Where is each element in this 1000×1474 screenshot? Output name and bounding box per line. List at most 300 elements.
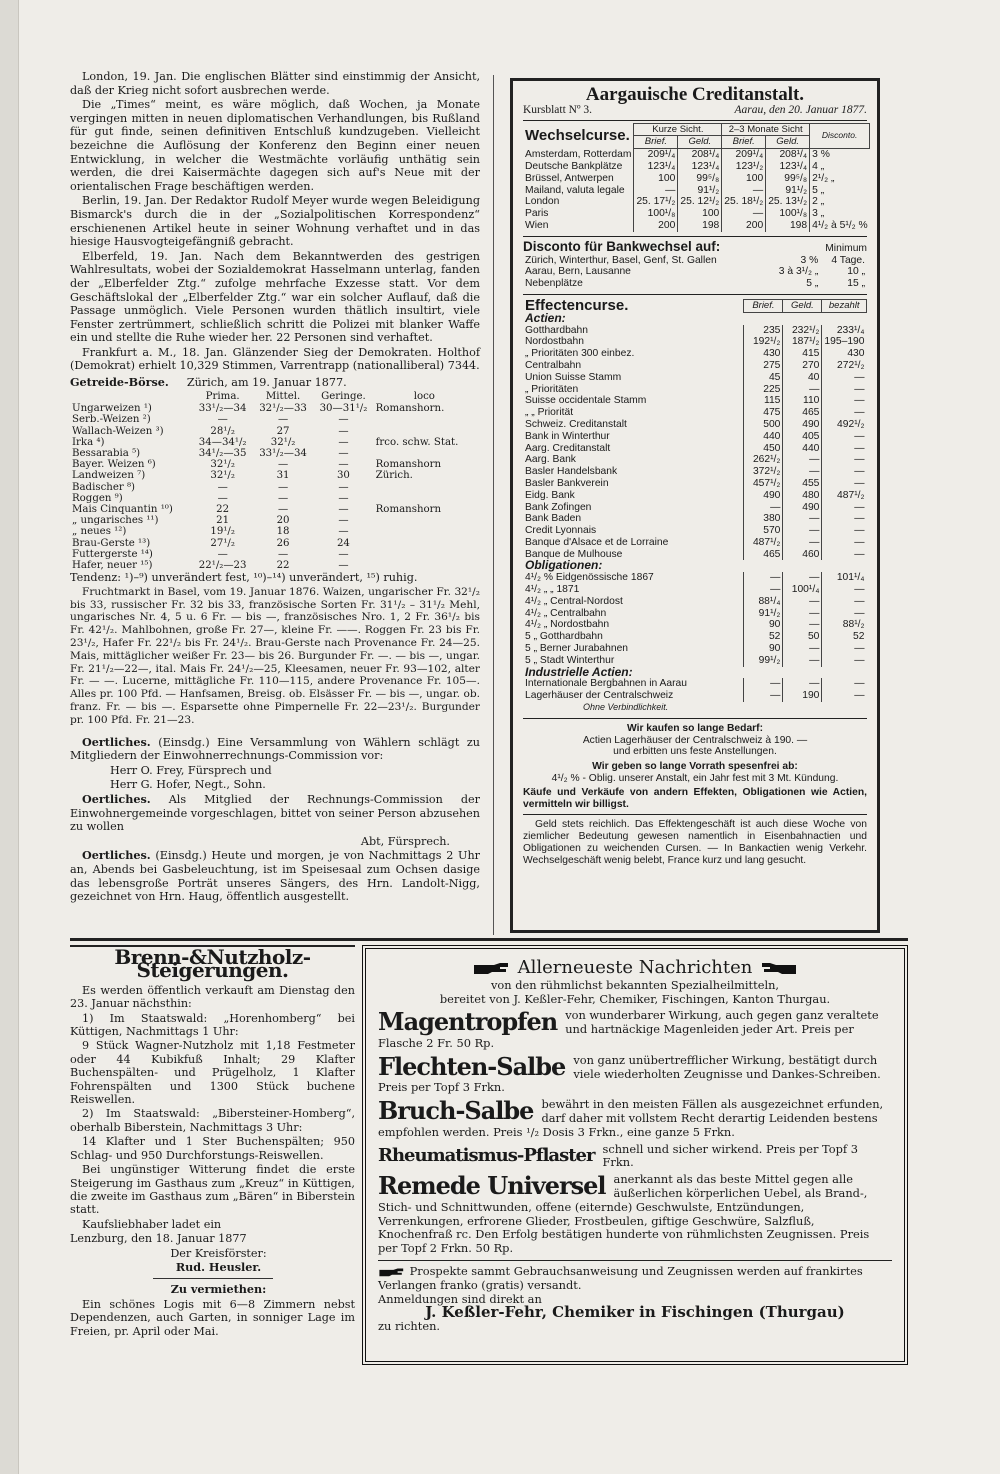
indus-row <box>523 678 867 690</box>
product-rheumatismus-pflaster: Rheumatismus-Pflaster schnell und sicher wirkend. Preis per Topf 3 Frkn. <box>378 1142 858 1170</box>
oblig-row <box>523 619 867 631</box>
wechsel-row <box>523 220 870 232</box>
grain-heading: Getreide-Börse. <box>70 375 169 390</box>
wechsel-row-cell: 208¹/₄ <box>766 149 810 161</box>
product-bruch-salbe: Bruch-Salbe bewährt in den meisten Fällen als ausgezeichnet erfunden, darf daher mit vollstem Recht derartig Leidenden bestens empfohlen werden. Preis ¹/₂ Dosis 3 Frkn., eine ganze 5 Frkn. <box>378 1098 884 1139</box>
grain-row-cell: frco. schw. Stat. <box>375 436 459 448</box>
wechsel-row-cell: 198 <box>766 220 810 232</box>
grain-row-cell: — <box>338 481 349 493</box>
aktien-row-cell: 455 <box>783 478 822 490</box>
kaufen-line-1: Actien Lagerhäuser der Centralschweiz à 190. — <box>582 734 808 746</box>
wechsel-row <box>523 173 870 185</box>
aktien-row <box>523 478 867 490</box>
grain-row-cell: „ neues ¹²) <box>72 526 127 538</box>
oblig-row-cell: — <box>822 596 867 608</box>
oertliches-1: Oertliches. (Einsdg.) Eine Versammlung von Wählern schlägt zu Mitgliedern der Einwohnerrechnungs-Commission vor: <box>70 734 480 763</box>
aktien-row-cell: 110 <box>783 395 822 407</box>
brennholz-item-2b: 14 Klafter und 1 Ster Buchenspälten; 950 Schlag- und 950 Durchforstungs-Reiswellen. <box>70 1135 355 1162</box>
wechsel-row <box>523 185 870 197</box>
wechsel-row-cell: 200 <box>634 220 678 232</box>
grain-row-cell: 21 <box>216 515 230 527</box>
aktien-row-cell: Banque de Mulhouse <box>525 548 623 560</box>
brennholz-item-2: 2) Im Staatswald: „Bibersteiner-Homberg“, oberhalb Biberstein, Nachmittags 3 Uhr: <box>70 1107 355 1134</box>
wechsel-row-cell: 3 „ <box>810 208 870 220</box>
wechsel-row-cell: 100 <box>678 208 722 220</box>
col-monate-sicht: 2–3 Monate Sicht <box>722 123 810 136</box>
aktien-row-cell: — <box>822 466 867 478</box>
aktien-row <box>523 325 867 337</box>
oblig-row-cell: — <box>783 655 822 667</box>
sub-brief-1: Brief. <box>634 136 678 149</box>
grain-row-cell: 33¹/₂—34 <box>198 403 247 415</box>
col-brief: Brief. <box>744 299 783 312</box>
brennholz-title: Brenn-&Nutzholz-Steigerungen. <box>70 945 355 978</box>
wechsel-row-cell: 100¹/₈ <box>766 208 810 220</box>
kursblatt-date: Aarau, den 20. Januar 1877. <box>734 103 867 116</box>
aktien-row-cell: 195–190 <box>822 336 867 348</box>
wechsel-row-cell: 25. 13¹/₂ <box>766 196 810 208</box>
aktien-row <box>523 502 867 514</box>
news-london-2: Die „Times“ meint, es wäre möglich, daß Wochen, ja Monate vergingen mitten in neuen diplomatischen Verhandlungen, bis Rußland für gut finde, seinen definitiven Entschluß kundzugeben. Vielleicht bezeichne die Auflösung der Konferenz den Beginn einer neuen Entwicklung, in welcher die Westmächte vorläufig unthätig sein werden, die drei Kaisermächte dagegen sich auf's Neue mit der orientalischen Frage beschäftigen werden. <box>70 98 480 193</box>
oblig-row-cell: — <box>822 584 867 596</box>
aktien-row <box>523 384 867 396</box>
aktien-row-cell: 233¹/₄ <box>822 325 867 337</box>
grain-row-cell: Zürich. <box>375 470 413 482</box>
grain-row-cell: — <box>338 548 349 560</box>
grain-row-cell: Serb.-Weizen ²) <box>72 414 151 426</box>
oblig-row-cell: 91¹/₂ <box>744 608 783 620</box>
grain-row-cell: 27¹/₂ <box>210 537 235 549</box>
disconto-row-cell: Zürich, Winterthur, Basel, Genf, St. Gallen <box>525 254 717 266</box>
aktien-row-cell: Bank Zofingen <box>525 501 592 513</box>
aktien-row <box>523 466 867 478</box>
product-magentropfen: Magentropfen von wunderbarer Wirkung, auch gegen ganz veraltete und hartnäckige Magenleiden jeder Art. Preis per Flasche 2 Fr. 50 Rp. <box>378 1009 879 1050</box>
grain-row-cell: Badischer ⁸) <box>72 481 136 493</box>
news-elberfeld: Elberfeld, 19. Jan. Nach dem Bekanntwerden des gestrigen Wahlresultats, wobei der Sozialdemokrat Hasselmann unterlag, fanden der „Elberfelder Ztg.“ zufolge mehrfache Exzesse statt. Vor dem Geschäftslokal der „Elberfelder Ztg.“ war ein solcher Auflauf, daß die Passage unmöglich. Viele Personen wurden thätlich insultirt, viele Fenster zertrümmert, schließlich schritt die Polizei mit blanker Waffe ein und stellte die Ruhe wieder her. 22 Personen sind verhaftet. <box>70 249 480 345</box>
grain-row <box>70 426 475 437</box>
grain-row-cell: — <box>277 414 289 426</box>
aktien-row <box>523 360 867 372</box>
wechsel-row-cell: — <box>722 208 766 220</box>
wechsel-row-cell: 25. 18¹/₂ <box>722 196 766 208</box>
col-bezahlt: bezahlt <box>822 299 867 312</box>
grain-row-cell: — <box>277 459 289 471</box>
grain-row <box>70 504 475 515</box>
grain-row-cell: 30—31¹/₂ <box>319 403 368 415</box>
grain-row-cell: 20 <box>276 515 290 527</box>
oertliches-3: Oertliches. (Einsdg.) Heute und morgen, je von Nachmittags 2 Uhr an, Abends bei Gasbeleuchtung, ist im Speisesaal zum Ochsen dasige das lebensgroße Porträt unseres Sängers, des Hrn. Landolt-Nigg, gezeichnet von Hrn. Haug, öffentlich ausgestellt. <box>70 848 481 904</box>
pointing-hand-left-icon <box>758 962 798 974</box>
grain-row-cell <box>374 426 475 437</box>
column-divider <box>493 75 494 935</box>
grain-row-cell: — <box>338 560 349 572</box>
grain-exchange <box>70 376 480 585</box>
brennholz-invite: Kaufsliebhaber ladet ein <box>82 1217 222 1231</box>
aktien-row-cell: 487¹/₂ <box>822 490 867 502</box>
aktien-row-cell: 430 <box>744 348 783 360</box>
grain-tendenz: Tendenz: ¹)–⁹) unverändert fest, ¹⁰)–¹⁴) unverändert, ¹⁵) ruhig. <box>70 571 418 585</box>
wechsel-row-cell: 91¹/₂ <box>678 185 722 197</box>
aktien-row-cell: 490 <box>783 419 822 431</box>
news-frankfurt: Frankfurt a. M., 18. Jan. Glänzender Sieg der Demokraten. Holthof (Demokrat) erhielt 10,329 Stimmen, Varrentrapp (nationalliberal) 7344. <box>70 345 480 373</box>
oblig-row-cell: 52 <box>822 631 867 643</box>
grain-row-cell: Ungarweizen ¹) <box>72 403 152 415</box>
grain-row-cell: — <box>277 504 289 516</box>
oblig-row-cell: — <box>744 572 783 584</box>
wechsel-row-cell: 123¹/₄ <box>678 161 722 173</box>
grain-row-cell: — <box>338 436 349 448</box>
aktien-row-cell: 187¹/₂ <box>783 336 822 348</box>
oblig-row-cell: 4¹/₂ „ Centralbahn <box>525 607 607 619</box>
wechsel-row-cell: 5 „ <box>810 185 870 197</box>
wechsel-row-cell: 4 „ <box>810 161 870 173</box>
wechsel-row-cell: 100 <box>634 173 678 185</box>
oblig-row-cell: — <box>744 584 783 596</box>
aktien-row-cell: 460 <box>783 549 822 561</box>
indus-row-cell: — <box>822 678 867 690</box>
news-berlin: Berlin, 19. Jan. Der Redaktor Rudolf Meyer wurde wegen Beleidigung Bismarck's durch die in der „Sozialpolitischen Korrespondenz“ erschienenen Artikel heute in seiner Wohnung verhaftet und in das hiesige Hausvogteigefängniß gebracht. <box>70 194 480 249</box>
grain-row-cell: Mais Cinquantin ¹⁰) <box>72 504 173 516</box>
grain-row-cell: 22 <box>216 504 230 516</box>
brennholz-notice <box>70 945 355 1339</box>
oblig-row <box>523 596 867 608</box>
oertliches-1-name-1: Herr O. Frey, Fürsprech und <box>110 763 272 777</box>
wechsel-row-cell: 99⁵/₈ <box>766 173 810 185</box>
indus-row-cell: — <box>783 678 822 690</box>
aktien-row-cell: 40 <box>783 372 822 384</box>
indus-row-cell: Lagerhäuser der Centralschweiz <box>525 690 674 702</box>
wechsel-row-cell: — <box>722 185 766 197</box>
oblig-row <box>523 608 867 620</box>
aktien-row <box>523 490 867 502</box>
aktien-row-cell: 487¹/₂ <box>744 537 783 549</box>
aktien-row-cell: Suisse occidentale Stamm <box>525 395 647 407</box>
oblig-row-cell: 4¹/₂ „ Central-Nordost <box>525 595 623 607</box>
grain-row-cell: Hafer, neuer ¹⁵) <box>72 560 153 572</box>
indus-row-cell: 190 <box>783 690 822 702</box>
grain-row-cell: — <box>217 492 228 504</box>
grain-row-cell <box>374 526 475 537</box>
aktien-row <box>523 372 867 384</box>
grain-row-cell <box>374 482 475 493</box>
grain-row-cell: 27 <box>276 425 290 437</box>
aktien-row <box>523 454 867 466</box>
effecten-title: Effectencurse. <box>525 296 629 314</box>
kaufen-head: Wir kaufen so lange Bedarf: <box>626 722 764 734</box>
grain-row-cell: Irka ⁴) <box>72 436 105 448</box>
aktien-row <box>523 513 867 525</box>
oblig-row-cell: — <box>783 596 822 608</box>
grain-col-loco: loco <box>413 390 435 402</box>
grain-row-cell <box>374 448 475 459</box>
aktien-row-cell: 232¹/₂ <box>783 325 822 337</box>
disconto-row-cell: 3 à 3¹/₂ „ <box>778 266 819 278</box>
aktien-row-cell: 440 <box>783 443 822 455</box>
aktien-row-cell: 372¹/₂ <box>744 466 783 478</box>
brennholz-sig-title: Der Kreisförster: <box>170 1246 267 1260</box>
aktien-row-cell: 450 <box>744 443 783 455</box>
disconto-title: Disconto für Bankwechsel auf: <box>523 238 721 254</box>
aktien-row-cell: — <box>783 384 822 396</box>
aktien-row-cell: 405 <box>783 431 822 443</box>
aktien-row-cell: 475 <box>744 407 783 419</box>
disconto-row-cell: 10 „ <box>847 266 865 278</box>
wechsel-row-cell: 123¹/₂ <box>722 161 766 173</box>
aktien-row-cell: 275 <box>744 360 783 372</box>
effecten-table <box>523 296 867 702</box>
aktien-row-cell: 270 <box>783 360 822 372</box>
product-remede-universel: Remede Universel anerkannt als das beste Mittel gegen alle äußerlichen körperlichen Uebel, als Brand-, Stich- und Schnittwunden, offene (eiternde) Geschwulste, Entzündungen, Verrenkungen, erfrorene Glieder, Frostbeulen, giftige Geschwüre, Salzfluß, Knochenfraß rc. Den Erfolg bestätigen hunderte von rühmlichsten Zeugnissen. Preis per Topf 2 Frkn. 50 Rp. <box>378 1173 870 1256</box>
pointing-hand-right-icon <box>378 1266 406 1278</box>
grain-row <box>70 526 475 537</box>
disconto-row-cell: 4 Tage. <box>831 254 865 266</box>
news-london-1: London, 19. Jan. Die englischen Blätter sind einstimmig der Ansicht, daß der Krieg nicht sofort ausbrechen werde. <box>70 70 480 97</box>
oblig-label: Obligationen: <box>525 558 603 573</box>
grain-row-cell: 32¹/₂ <box>270 436 296 448</box>
grain-row-cell: — <box>338 448 349 460</box>
aktien-row-cell: Nordostbahn <box>525 336 584 348</box>
grain-row-cell: — <box>338 425 349 437</box>
oblig-row-cell: 100¹/₄ <box>783 584 822 596</box>
oblig-row-cell: 50 <box>783 631 822 643</box>
kauf-verkauf: Käufe und Verkäufe von andern Effekten, Obligationen wie Actien, vermitteln wir billigst. <box>523 786 867 810</box>
grain-row-cell: — <box>217 414 228 426</box>
aktien-row-cell: — <box>783 513 822 525</box>
remedy-advertisement <box>362 945 908 1365</box>
aktien-row-cell: — <box>822 549 867 561</box>
wechsel-row <box>523 208 870 220</box>
aktien-row-cell: — <box>822 443 867 455</box>
aktien-row-cell: 192¹/₂ <box>744 336 783 348</box>
vermiethen-text: Ein schönes Logis mit 6—8 Zimmern nebst Dependenzen, auch Garten, in sonniger Lage im Freien, pr. April oder Mai. <box>70 1297 355 1338</box>
aktien-row-cell: — <box>822 395 867 407</box>
grain-col-mittel: Mittel. <box>265 390 301 402</box>
grain-row-cell: — <box>277 481 289 493</box>
grain-row-cell: 30 <box>336 470 350 482</box>
aktien-row-cell: Centralbahn <box>525 359 582 371</box>
aktien-row-cell: 115 <box>744 395 783 407</box>
oblig-row-cell: 90 <box>744 643 783 655</box>
grain-row-cell: Futtergerste ¹⁴) <box>72 548 153 560</box>
aktien-row-cell: Basler Handelsbank <box>525 466 618 478</box>
aktien-row <box>523 348 867 360</box>
oblig-row <box>523 572 867 584</box>
col-geld: Geld. <box>783 299 822 312</box>
wechsel-row-cell: 123¹/₄ <box>766 161 810 173</box>
aktien-row-cell: 430 <box>822 348 867 360</box>
wechsel-row-cell: 100¹/₈ <box>634 208 678 220</box>
grain-row-cell: — <box>338 515 349 527</box>
indus-row-cell: — <box>744 690 783 702</box>
aktien-row-cell: Schweiz. Creditanstalt <box>525 418 627 430</box>
aktien-row-cell: — <box>822 502 867 514</box>
aktien-row-cell: — <box>822 478 867 490</box>
grain-row-cell: 34—34¹/₂ <box>198 436 247 448</box>
wechsel-row <box>523 149 870 161</box>
oblig-row-cell: — <box>822 608 867 620</box>
aktien-row-cell: — <box>822 513 867 525</box>
oblig-row-cell: — <box>822 643 867 655</box>
grain-row-cell: Romanshorn. <box>375 403 445 415</box>
aktien-row <box>523 419 867 431</box>
wechsel-row <box>523 161 870 173</box>
grain-col-geringe: Geringe. <box>321 390 366 402</box>
brennholz-item-1b: 9 Stück Wagner-Nutzholz mit 1,18 Festmeter oder 44 Kubikfuß Inhalt; 29 Klafter Buchenspälten- und Prügelholz, 1 Klafter Fohrenspälten und 1300 Stück buchene Reiswellen. <box>70 1039 355 1107</box>
aktien-row-cell: 440 <box>744 431 783 443</box>
wechsel-row-cell: Amsterdam, Rotterdam <box>525 148 632 160</box>
wechsel-row-cell: London <box>525 196 560 208</box>
oblig-row-cell: 88¹/₄ <box>744 596 783 608</box>
grain-row <box>70 515 475 526</box>
ad-footer-1: Prospekte sammt Gebrauchsanweisung und Zeugnissen werden auf frankirtes Verlangen franko (gratis) versandt. <box>378 1263 863 1292</box>
wechsel-row <box>523 196 870 208</box>
wechsel-row-cell: 208¹/₄ <box>678 149 722 161</box>
grain-row-cell: 22¹/₂—23 <box>198 560 247 572</box>
disconto-row <box>523 266 867 278</box>
grain-row-cell: — <box>338 492 349 504</box>
aktien-row-cell: Basler Bankverein <box>525 477 609 489</box>
aktien-row-cell: — <box>783 525 822 537</box>
wechsel-title: Wechselcurse. <box>525 126 630 144</box>
aktien-row-cell: Aarg. Bank <box>525 454 576 466</box>
brennholz-item-1: 1) Im Staatswald: „Horenhomberg“ bei Küttigen, Nachmittags 1 Uhr: <box>70 1011 355 1039</box>
aktien-row-cell: 490 <box>744 490 783 502</box>
grain-row <box>70 470 475 481</box>
grain-row <box>70 493 475 504</box>
grain-row <box>70 403 475 414</box>
news-column <box>70 70 480 905</box>
grain-row <box>70 414 475 425</box>
grain-place-date: Zürich, am 19. Januar 1877. <box>186 376 347 390</box>
grain-row-cell: Brau-Gerste ¹³) <box>72 537 151 549</box>
aktien-row-cell: — <box>822 407 867 419</box>
aktien-row-cell: — <box>822 525 867 537</box>
indus-row-cell: Internationale Bergbahnen in Aarau <box>525 678 688 690</box>
grain-row <box>70 482 475 493</box>
oblig-row-cell: 5 „ Stadt Winterthur <box>525 654 615 666</box>
disconto-row-cell: 3 % <box>800 254 819 266</box>
aktien-row-cell: „ Prioritäten 300 einbez. <box>525 348 635 360</box>
wechsel-row-cell: — <box>634 185 678 197</box>
grain-row-cell: — <box>338 504 349 516</box>
geld-text: Geld stets reichlich. Das Effektengeschäft ist auch diese Woche von ziemlicher Bedeutung gewesen namentlich in Eisenbahnactien und Obligationen zu weichenden Cursen. — In Bankactien wenig Verkehr. Wechselgeschäft wenig belebt, France kurz und lang gesucht. <box>523 819 867 866</box>
aktien-row-cell: 465 <box>783 407 822 419</box>
aktien-row-cell: — <box>822 372 867 384</box>
aktien-row-cell: 235 <box>744 325 783 337</box>
aktien-row <box>523 431 867 443</box>
grain-row <box>70 448 475 459</box>
aktien-row-cell: — <box>783 537 822 549</box>
oblig-row-cell: 52 <box>744 631 783 643</box>
aktien-row-cell: 465 <box>744 549 783 561</box>
wechsel-row-cell: 123¹/₄ <box>634 161 678 173</box>
aktien-row-cell: — <box>822 454 867 466</box>
aktien-row-cell: Union Suisse Stamm <box>525 371 622 383</box>
kaufen-line-2: und erbitten uns feste Anstellungen. <box>613 746 777 758</box>
grain-row <box>70 459 475 470</box>
wechsel-row-cell: 198 <box>678 220 722 232</box>
wechsel-row-cell: Mailand, valuta legale <box>525 184 625 196</box>
oblig-row-cell: 4¹/₂ % Eidgenössische 1867 <box>525 572 654 584</box>
aktien-row-cell: — <box>744 502 783 514</box>
wechsel-row-cell: Deutsche Bankplätze <box>525 160 623 172</box>
aktien-row-cell: 480 <box>783 490 822 502</box>
oblig-row-cell: 4¹/₂ „ „ 1871 <box>525 584 580 596</box>
aktien-row-cell: Bank in Winterthur <box>525 430 610 442</box>
pointing-hand-right-icon <box>472 962 512 974</box>
oblig-row-cell: — <box>783 572 822 584</box>
aktien-row-cell: „ „ Priorität <box>525 407 574 419</box>
wechsel-row-cell: 99⁵/₈ <box>678 173 722 185</box>
oblig-row-cell: 5 „ Gotthardbahn <box>525 631 603 643</box>
grain-row-cell: 19¹/₂ <box>210 526 235 538</box>
grain-row-cell: Landweizen ⁷) <box>72 470 146 482</box>
sub-geld-2: Geld. <box>766 136 810 149</box>
aktien-row-cell: 500 <box>744 419 783 431</box>
aktien-row-cell: Eidg. Bank <box>525 489 575 501</box>
ohne-verbindlichkeit: Ohne Verbindlichkeit. <box>583 702 669 713</box>
wechsel-row-cell: 209¹/₄ <box>634 149 678 161</box>
aktien-row-cell: 570 <box>744 525 783 537</box>
sub-brief-2: Brief. <box>722 136 766 149</box>
aktien-row-cell: — <box>822 537 867 549</box>
col-kurze-sicht: Kurze Sicht. <box>634 123 722 136</box>
wechsel-row-cell: 91¹/₂ <box>766 185 810 197</box>
grain-row-cell: 24 <box>336 537 350 549</box>
oblig-row-cell: 88¹/₂ <box>822 619 867 631</box>
aktien-label: Actien: <box>525 310 566 325</box>
grain-row-cell: Romanshorn <box>375 504 442 516</box>
aktien-row-cell: Banque d'Alsace et de Lorraine <box>525 536 669 548</box>
disconto-row <box>523 278 867 290</box>
kursblatt-number: Kursblatt Nº 3. <box>523 103 593 116</box>
grain-row-cell: 31 <box>276 470 290 482</box>
ad-intro-2: bereitet von J. Keßler-Fehr, Chemiker, Fischingen, Kanton Thurgau. <box>439 991 831 1006</box>
oblig-row-cell: — <box>822 655 867 667</box>
ad-footer-2: Anmeldungen sind direkt an <box>378 1291 542 1306</box>
aktien-row <box>523 336 867 348</box>
disconto-row <box>523 255 867 267</box>
disconto-minimum: Minimum <box>825 242 867 254</box>
grain-row-cell: Bayer. Weizen ⁶) <box>72 459 156 471</box>
grain-row-cell: „ ungarisches ¹¹) <box>72 515 159 527</box>
section-rule <box>70 938 908 941</box>
wechsel-row-cell: 4¹/₂ à 5¹/₂ % <box>810 220 870 232</box>
aktien-row-cell: — <box>783 454 822 466</box>
oertliches-2: Oertliches. Als Mitglied der Rechnungs-Commission der Einwohnergemeinde vorgeschlagen, bittet von seiner Person abzusehen zu wollen <box>70 792 480 834</box>
kursblatt-box <box>510 78 880 933</box>
grain-row <box>70 538 475 549</box>
page-binding-edge <box>0 0 19 1474</box>
aktien-row <box>523 443 867 455</box>
brennholz-sig-name: Rud. Heusler. <box>175 1259 262 1274</box>
oblig-row-cell: 99¹/₂ <box>744 655 783 667</box>
sub-geld-1: Geld. <box>678 136 722 149</box>
ad-heading: Allerneueste Nachrichten <box>378 961 892 975</box>
product-flechten-salbe: Flechten-Salbe von ganz unübertrefflicher Wirkung, bestätigt durch viele wiederholten Zeugnisse und Dankes-Schreiben. Preis per Topf 3 Frkn. <box>378 1053 881 1095</box>
grain-row-cell: 32¹/₂ <box>210 459 235 471</box>
oblig-row <box>523 631 867 643</box>
oblig-row-cell: 4¹/₂ „ Nordostbahn <box>525 619 610 631</box>
aktien-row-cell: Bank Baden <box>525 513 582 525</box>
oertliches-1-name-2: Herr G. Hofer, Negt., Sohn. <box>110 778 266 792</box>
grain-row-cell <box>374 538 475 549</box>
aktien-row <box>523 525 867 537</box>
grain-row <box>70 560 475 571</box>
oblig-row <box>523 643 867 655</box>
wechsel-row-cell: 100 <box>722 173 766 185</box>
geben-head: Wir geben so lange Vorrath spesenfrei ab: <box>592 761 798 773</box>
